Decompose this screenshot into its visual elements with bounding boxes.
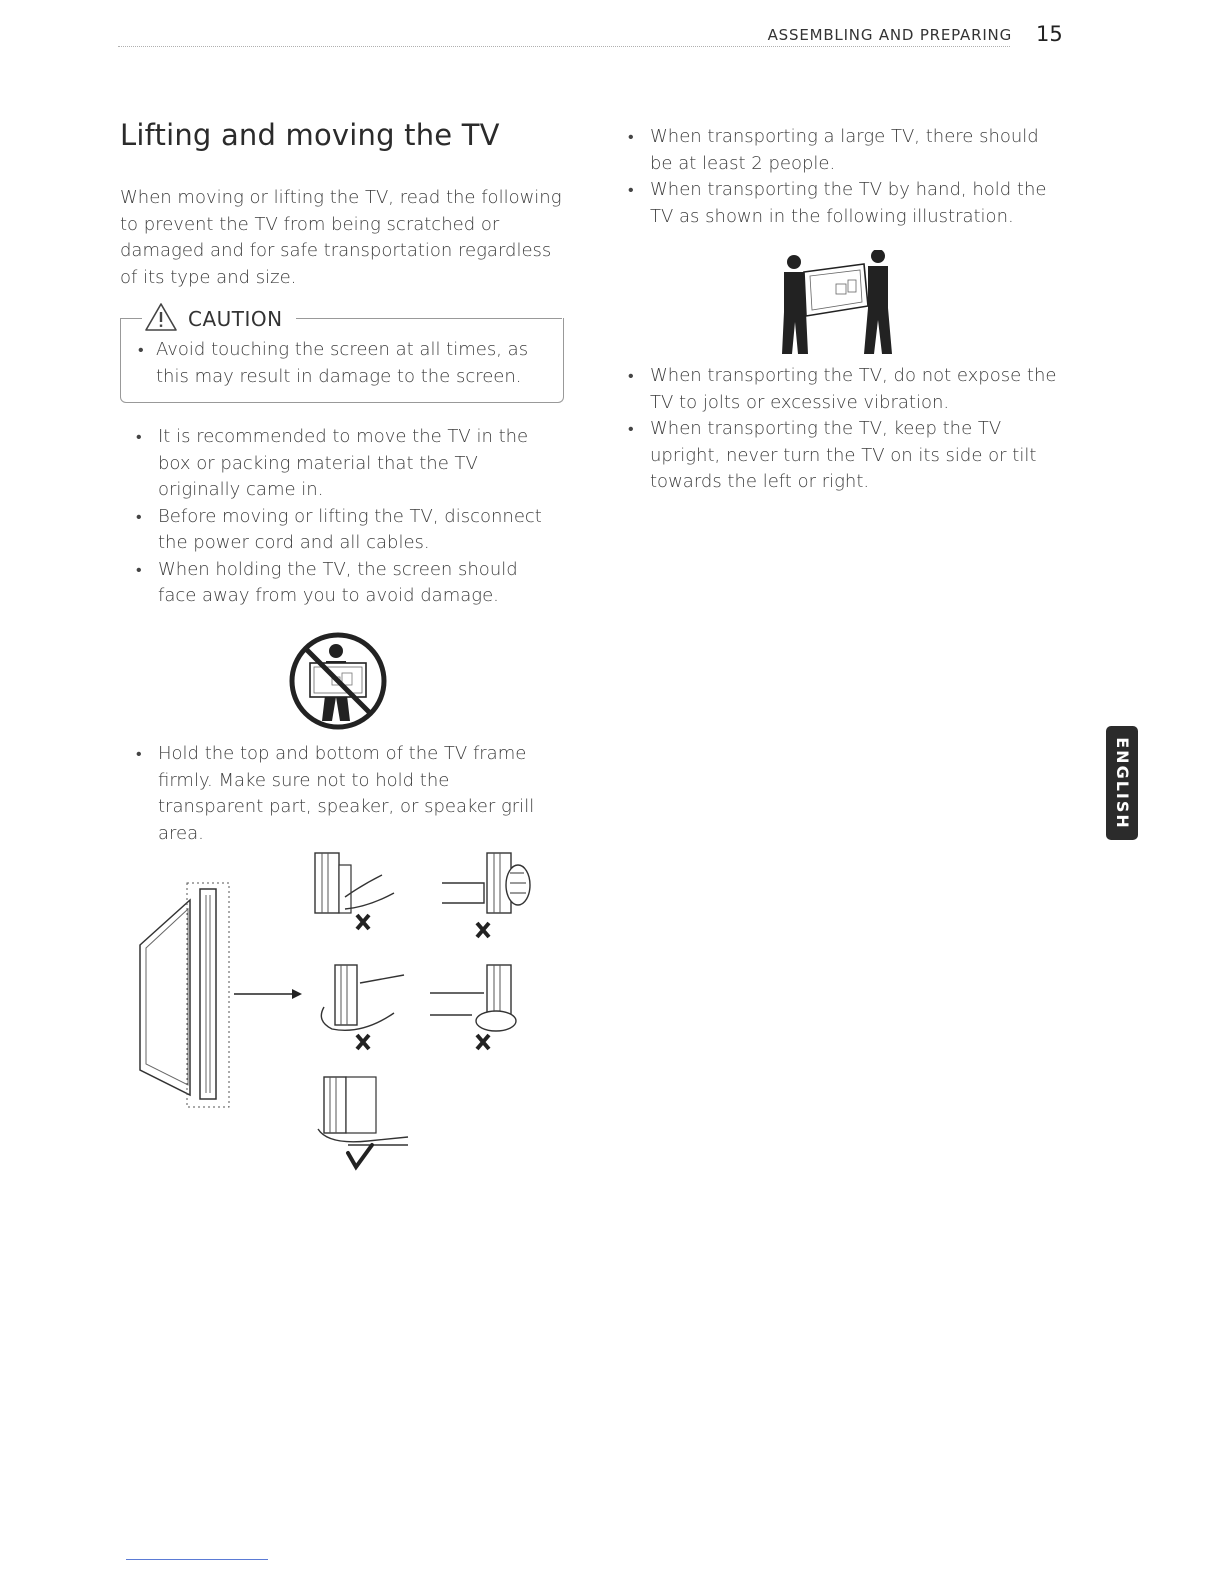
list-item: • When transporting a large TV, there should be at least 2 people.: [622, 124, 1062, 177]
two-people-carrying-illustration: [776, 250, 896, 360]
list-item: • When transporting the TV by hand, hold the TV as shown in the following illustration.: [622, 177, 1062, 230]
list-item: • When holding the TV, the screen should face away from you to avoid damage.: [130, 557, 550, 610]
caution-box-top-left-border: [120, 318, 142, 319]
header-rule: [118, 46, 1010, 47]
caution-content: [136, 337, 546, 390]
header-section-title: ASSEMBLING AND PREPARING: [767, 26, 1012, 44]
list-item: • Hold the top and bottom of the TV frame firmly. Make sure not to hold the transparent part, speaker, or speaker grill area.: [130, 741, 550, 847]
page-title: Lifting and moving the TV: [120, 118, 500, 152]
bullet-list-d: [622, 363, 1062, 496]
wrong-grip-1: [315, 853, 394, 929]
caution-box-top-right-border: [296, 318, 562, 319]
footer-line: [126, 1559, 268, 1560]
caution-label: CAUTION: [188, 307, 283, 331]
page-number: 15: [1036, 22, 1063, 46]
bullet-list-c: [622, 124, 1062, 230]
list-item: • When transporting the TV, do not expose the TV to jolts or excessive vibration.: [622, 363, 1062, 416]
warning-triangle-icon: [144, 302, 178, 332]
tv-grip-illustration: [132, 845, 552, 1175]
intro-paragraph: When moving or lifting the TV, read the following to prevent the TV from being scratched or damaged and for safe transportation regardless of its type and size.: [120, 187, 562, 288]
list-item: • When transporting the TV, keep the TV upright, never turn the TV on its side or tilt towards the left or right.: [622, 416, 1062, 496]
list-item: • It is recommended to move the TV in the box or packing material that the TV originally came in.: [130, 424, 550, 504]
wrong-grip-2: [442, 853, 530, 937]
correct-grip: [318, 1077, 408, 1167]
bullet-list-a: [130, 424, 550, 610]
language-tab-label: ENGLISH: [1112, 736, 1132, 830]
caution-list: [136, 337, 546, 390]
no-wrong-hold-illustration: [286, 629, 390, 733]
list-item: • Before moving or lifting the TV, disconnect the power cord and all cables.: [130, 504, 550, 557]
language-tab: [1106, 726, 1138, 840]
bullet-list-b: [130, 741, 550, 847]
wrong-grip-3: [321, 965, 404, 1049]
caution-item: • Avoid touching the screen at all times, as this may result in damage to the screen.: [136, 337, 546, 390]
wrong-grip-4: [430, 965, 516, 1049]
